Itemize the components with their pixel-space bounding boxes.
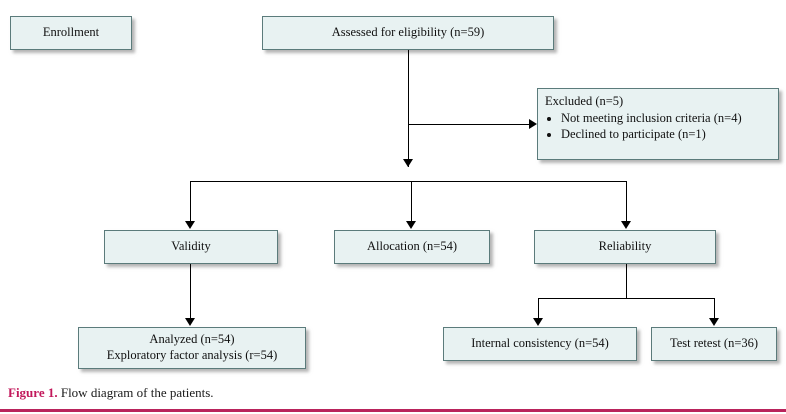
node-assessed-for-eligibility bbox=[262, 16, 554, 50]
node-excluded bbox=[537, 88, 779, 160]
node-allocation-label: Allocation (n=54) bbox=[366, 239, 457, 254]
connector-to-excluded bbox=[408, 124, 529, 125]
node-excluded-item-2: • Declined to participate (n=1) bbox=[561, 127, 771, 143]
node-analyzed-line2: Exploratory factor analysis (r=54) bbox=[106, 348, 278, 362]
node-excluded-item-1: • Not meeting inclusion criteria (n=4) bbox=[561, 111, 771, 127]
connector-validity-to-analyzed bbox=[190, 264, 191, 319]
arrow-to-test-retest bbox=[709, 318, 719, 326]
node-reliability-label: Reliability bbox=[598, 239, 652, 254]
node-reliability bbox=[534, 230, 716, 264]
arrow-to-excluded bbox=[529, 119, 537, 129]
node-assessed-label: Assessed for eligibility (n=59) bbox=[331, 25, 485, 40]
node-validity bbox=[104, 230, 278, 264]
arrow-validity-to-analyzed bbox=[185, 318, 195, 326]
arrow-to-reliability bbox=[621, 221, 631, 229]
arrow-to-internal-consistency bbox=[533, 318, 543, 326]
connector-assessed-trunk bbox=[408, 50, 409, 167]
figure-caption-text: Flow diagram of the patients. bbox=[60, 385, 214, 400]
connector-to-test-retest bbox=[714, 298, 715, 319]
connector-to-allocation bbox=[411, 181, 412, 222]
node-validity-label: Validity bbox=[171, 239, 211, 254]
node-internal-consistency-label: Internal consistency (n=54) bbox=[471, 336, 609, 351]
bottom-rule bbox=[0, 409, 786, 412]
node-analyzed bbox=[78, 327, 306, 369]
connector-to-validity bbox=[190, 181, 191, 222]
arrow-to-validity bbox=[185, 221, 195, 229]
node-allocation bbox=[334, 230, 490, 264]
connector-reliability-stem bbox=[626, 264, 627, 298]
node-internal-consistency bbox=[443, 327, 637, 361]
connector-to-internal-consistency bbox=[538, 298, 539, 319]
arrow-to-allocation bbox=[406, 221, 416, 229]
node-test-retest-label: Test retest (n=36) bbox=[669, 336, 759, 351]
connector-reliability-split-bar bbox=[538, 298, 714, 299]
connector-split-bar bbox=[190, 181, 626, 182]
node-excluded-title: Excluded (n=5) bbox=[545, 94, 624, 108]
node-enrollment bbox=[10, 16, 132, 50]
arrow-assessed-to-split bbox=[403, 159, 413, 167]
connector-to-reliability bbox=[626, 181, 627, 222]
node-test-retest bbox=[651, 327, 777, 361]
node-excluded-list bbox=[545, 111, 771, 143]
figure-number: Figure 1. bbox=[8, 385, 58, 400]
node-analyzed-line1: Analyzed (n=54) bbox=[149, 332, 235, 347]
node-enrollment-label: Enrollment bbox=[42, 25, 100, 40]
figure-caption bbox=[8, 385, 214, 401]
